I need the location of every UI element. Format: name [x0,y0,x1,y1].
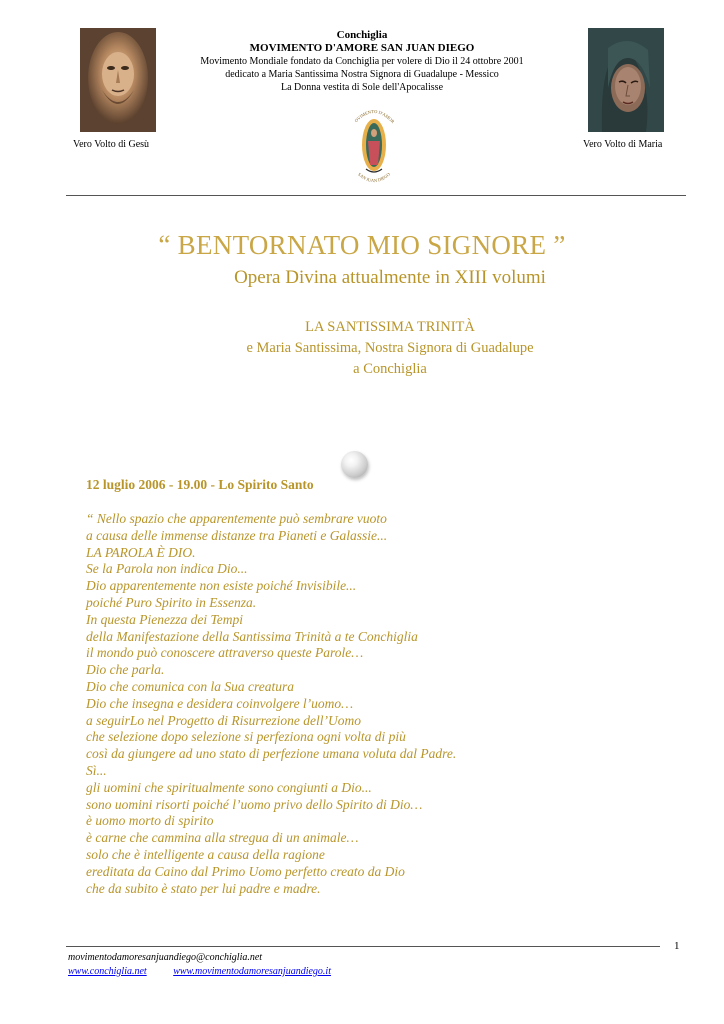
header-line-3: La Donna vestita di Sole dell'Apocalisse [280,82,444,93]
poem-line: a causa delle immense distanze tra Pianeti e Galassie... [86,527,388,543]
poem-line: sono uomini risorti poiché l’uomo privo dello Spirito di Dio… [86,796,423,812]
footer-links [68,966,331,977]
poem-line: che da subito è stato per lui padre e madre. [86,880,321,896]
movement-name: MOVIMENTO D'AMORE SAN JUAN DIEGO [249,42,475,54]
poem-line: solo che è intelligente a causa della ragione [86,846,325,862]
poem-line: che selezione dopo selezione si perfeziona ogni volta di più [86,729,406,745]
poem-line: della Manifestazione della Santissima Trinità a te Conchiglia [86,628,418,644]
header-block [180,29,544,94]
message-text [86,511,456,897]
dedication-block [0,317,724,380]
logo-bottom-text: SAN JUAN DIEGO [356,171,392,184]
jesus-portrait-image [80,28,156,132]
movement-site-link[interactable]: www.movimentodamoresanjuandiego.it [173,966,331,977]
page-title: “ BENTORNATO MIO SIGNORE ” [158,230,566,260]
poem-line: Dio che insegna e desidera coinvolgere l’uomo… [86,695,354,711]
poem-line: Dio apparentemente non esiste poiché Invisibile... [86,578,357,594]
logo-top-text: OVIMENTO D'AMOR [353,108,396,125]
poem-line: poiché Puro Spirito in Essenza. [86,594,257,610]
poem-line: Sì... [86,762,107,778]
org-name: Conchiglia [336,29,388,41]
dedication-line-2: e Maria Santissima, Nostra Signora di Guadalupe [246,340,534,356]
poem-line: è carne che cammina alla stregua di un animale… [86,830,359,846]
poem-line: il mondo può conoscere attraverso queste Parole… [86,645,364,661]
svg-text:SAN JUAN DIEGO [357,171,392,183]
poem-line: “ Nello spazio che apparentemente può sembrare vuoto [86,511,387,526]
poem-line: a seguirLo nel Progetto di Risurrezione dell’Uomo [86,712,361,728]
pearl-icon [341,451,368,478]
poem-line: Dio che comunica con la Sua creatura [86,678,294,694]
dedication-line-3: a Conchiglia [353,361,427,377]
poem-line: In questa Pienezza dei Tempi [86,611,243,627]
poem-line: LA PAROLA È DIO. [86,544,196,560]
header-line-2: dedicato a Maria Santissima Nostra Signora di Guadalupe - Messico [225,69,499,80]
poem-line: Se la Parola non indica Dio... [86,561,248,577]
page-subtitle: Opera Divina attualmente in XIII volumi [234,267,546,288]
dedication-line-1: LA SANTISSIMA TRINITÀ [305,319,475,335]
poem-line: è uomo morto di spirito [86,813,214,829]
header-divider [66,195,686,196]
caption-left: Vero Volto di Gesù [73,139,150,150]
poem-line: gli uomini che spiritualmente sono congiunti a Dio... [86,779,372,795]
footer-divider [66,946,660,947]
poem-line: ereditata da Caino dal Primo Uomo perfetto creato da Dio [86,863,405,879]
caption-right: Vero Volto di Maria [583,139,663,150]
poem-line: così da giungere ad uno stato di perfezione umana voluta dal Padre. [86,746,457,762]
guadalupe-logo [350,101,398,189]
header-line-1: Movimento Mondiale fondato da Conchiglia per volere di Dio il 24 ottobre 2001 [200,56,524,67]
conchiglia-site-link[interactable]: www.conchiglia.net [68,966,147,977]
poem-line: Dio che parla. [86,662,165,678]
mary-portrait-image [588,28,664,132]
footer-email: movimentodamoresanjuandiego@conchiglia.net [68,952,263,963]
message-date-heading: 12 luglio 2006 - 19.00 - Lo Spirito Santo [86,477,314,492]
page-number: 1 [674,940,680,952]
